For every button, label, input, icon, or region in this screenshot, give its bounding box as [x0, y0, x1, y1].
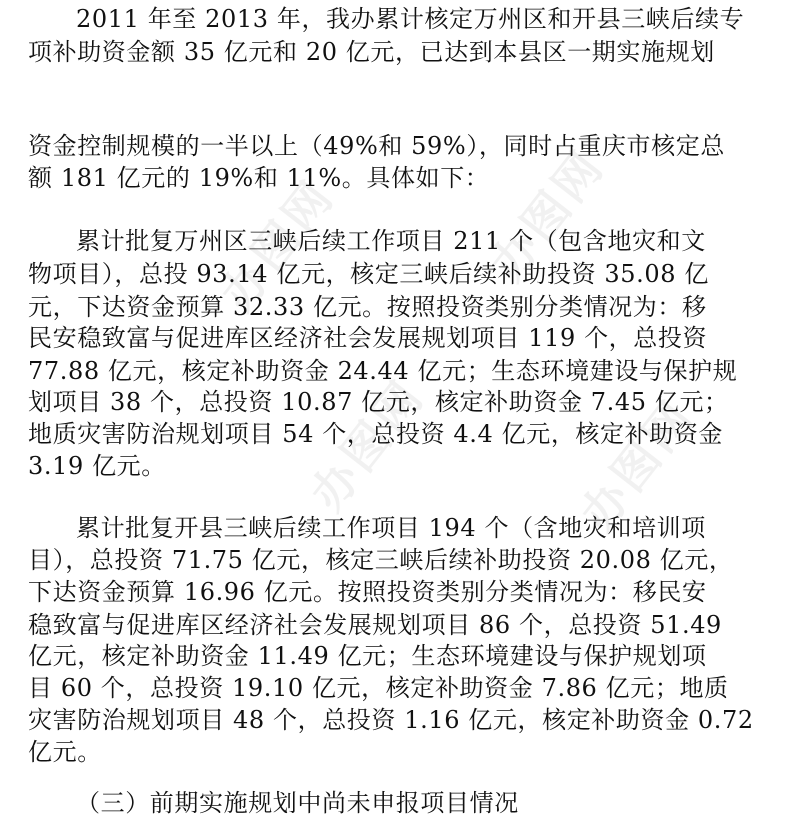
paragraph-3-line: 目），总投资 71.75 亿元，核定三峡后续补助投资 20.08 亿元， [28, 546, 734, 574]
paragraph-2-line: 累计批复万州区三峡后续工作项目 211 个（包含地灾和文 [76, 227, 706, 255]
paragraph-2-line: 划项目 38 个，总投资 10.87 亿元，核定补助资金 7.45 亿元； [28, 388, 729, 416]
paragraph-2-line: 地质灾害防治规划项目 54 个，总投资 4.4 亿元，核定补助资金 [28, 420, 724, 448]
paragraph-1-line: 额 181 亿元的 19%和 11%。具体如下： [28, 164, 490, 192]
watermark: 办图网 [209, 169, 345, 321]
paragraph-2-line: 3.19 亿元。 [28, 452, 166, 480]
paragraph-3-line: 亿元。 [28, 738, 102, 766]
watermark: 办图网 [299, 369, 435, 521]
paragraph-3-line: 稳致富与促进库区经济社会发展规划项目 86 个，总投资 51.49 [28, 611, 722, 639]
watermark: 办图网 [569, 389, 705, 541]
paragraph-2-line: 民安稳致富与促进库区经济社会发展规划项目 119 个，总投资 [28, 324, 708, 352]
paragraph-3-line: 目 60 个，总投资 19.10 亿元，核定补助资金 7.86 亿元；地质 [28, 674, 729, 702]
paragraph-2-line: 77.88 亿元，核定补助资金 24.44 亿元；生态环境建设与保护规 [28, 357, 738, 385]
watermark: 办图网 [479, 139, 615, 291]
paragraph-2-line: 物项目），总投 93.14 亿元，核定三峡后续补助投资 35.08 亿 [28, 260, 709, 288]
paragraph-3-line: 亿元，核定补助资金 11.49 亿元；生态环境建设与保护规划项 [28, 642, 707, 670]
paragraph-1-line: 项补助资金额 35 亿元和 20 亿元，已达到本县区一期实施规划 [28, 38, 715, 66]
paragraph-2-line: 元，下达资金预算 32.33 亿元。按照投资类别分类情况为：移 [28, 293, 707, 321]
section-heading: （三）前期实施规划中尚未申报项目情况 [76, 789, 519, 817]
paragraph-3-line: 累计批复开县三峡后续工作项目 194 个（含地灾和培训项 [76, 514, 706, 542]
paragraph-1-line: 2011 年至 2013 年，我办累计核定万州区和开县三峡后续专 [76, 5, 745, 33]
paragraph-3-line: 下达资金预算 16.96 亿元。按照投资类别分类情况为：移民安 [28, 578, 707, 606]
paragraph-3-line: 灾害防治规划项目 48 个，总投资 1.16 亿元，核定补助资金 0.72 [28, 706, 754, 734]
paragraph-1-line: 资金控制规模的一半以上（49%和 59%），同时占重庆市核定总 [28, 132, 725, 160]
